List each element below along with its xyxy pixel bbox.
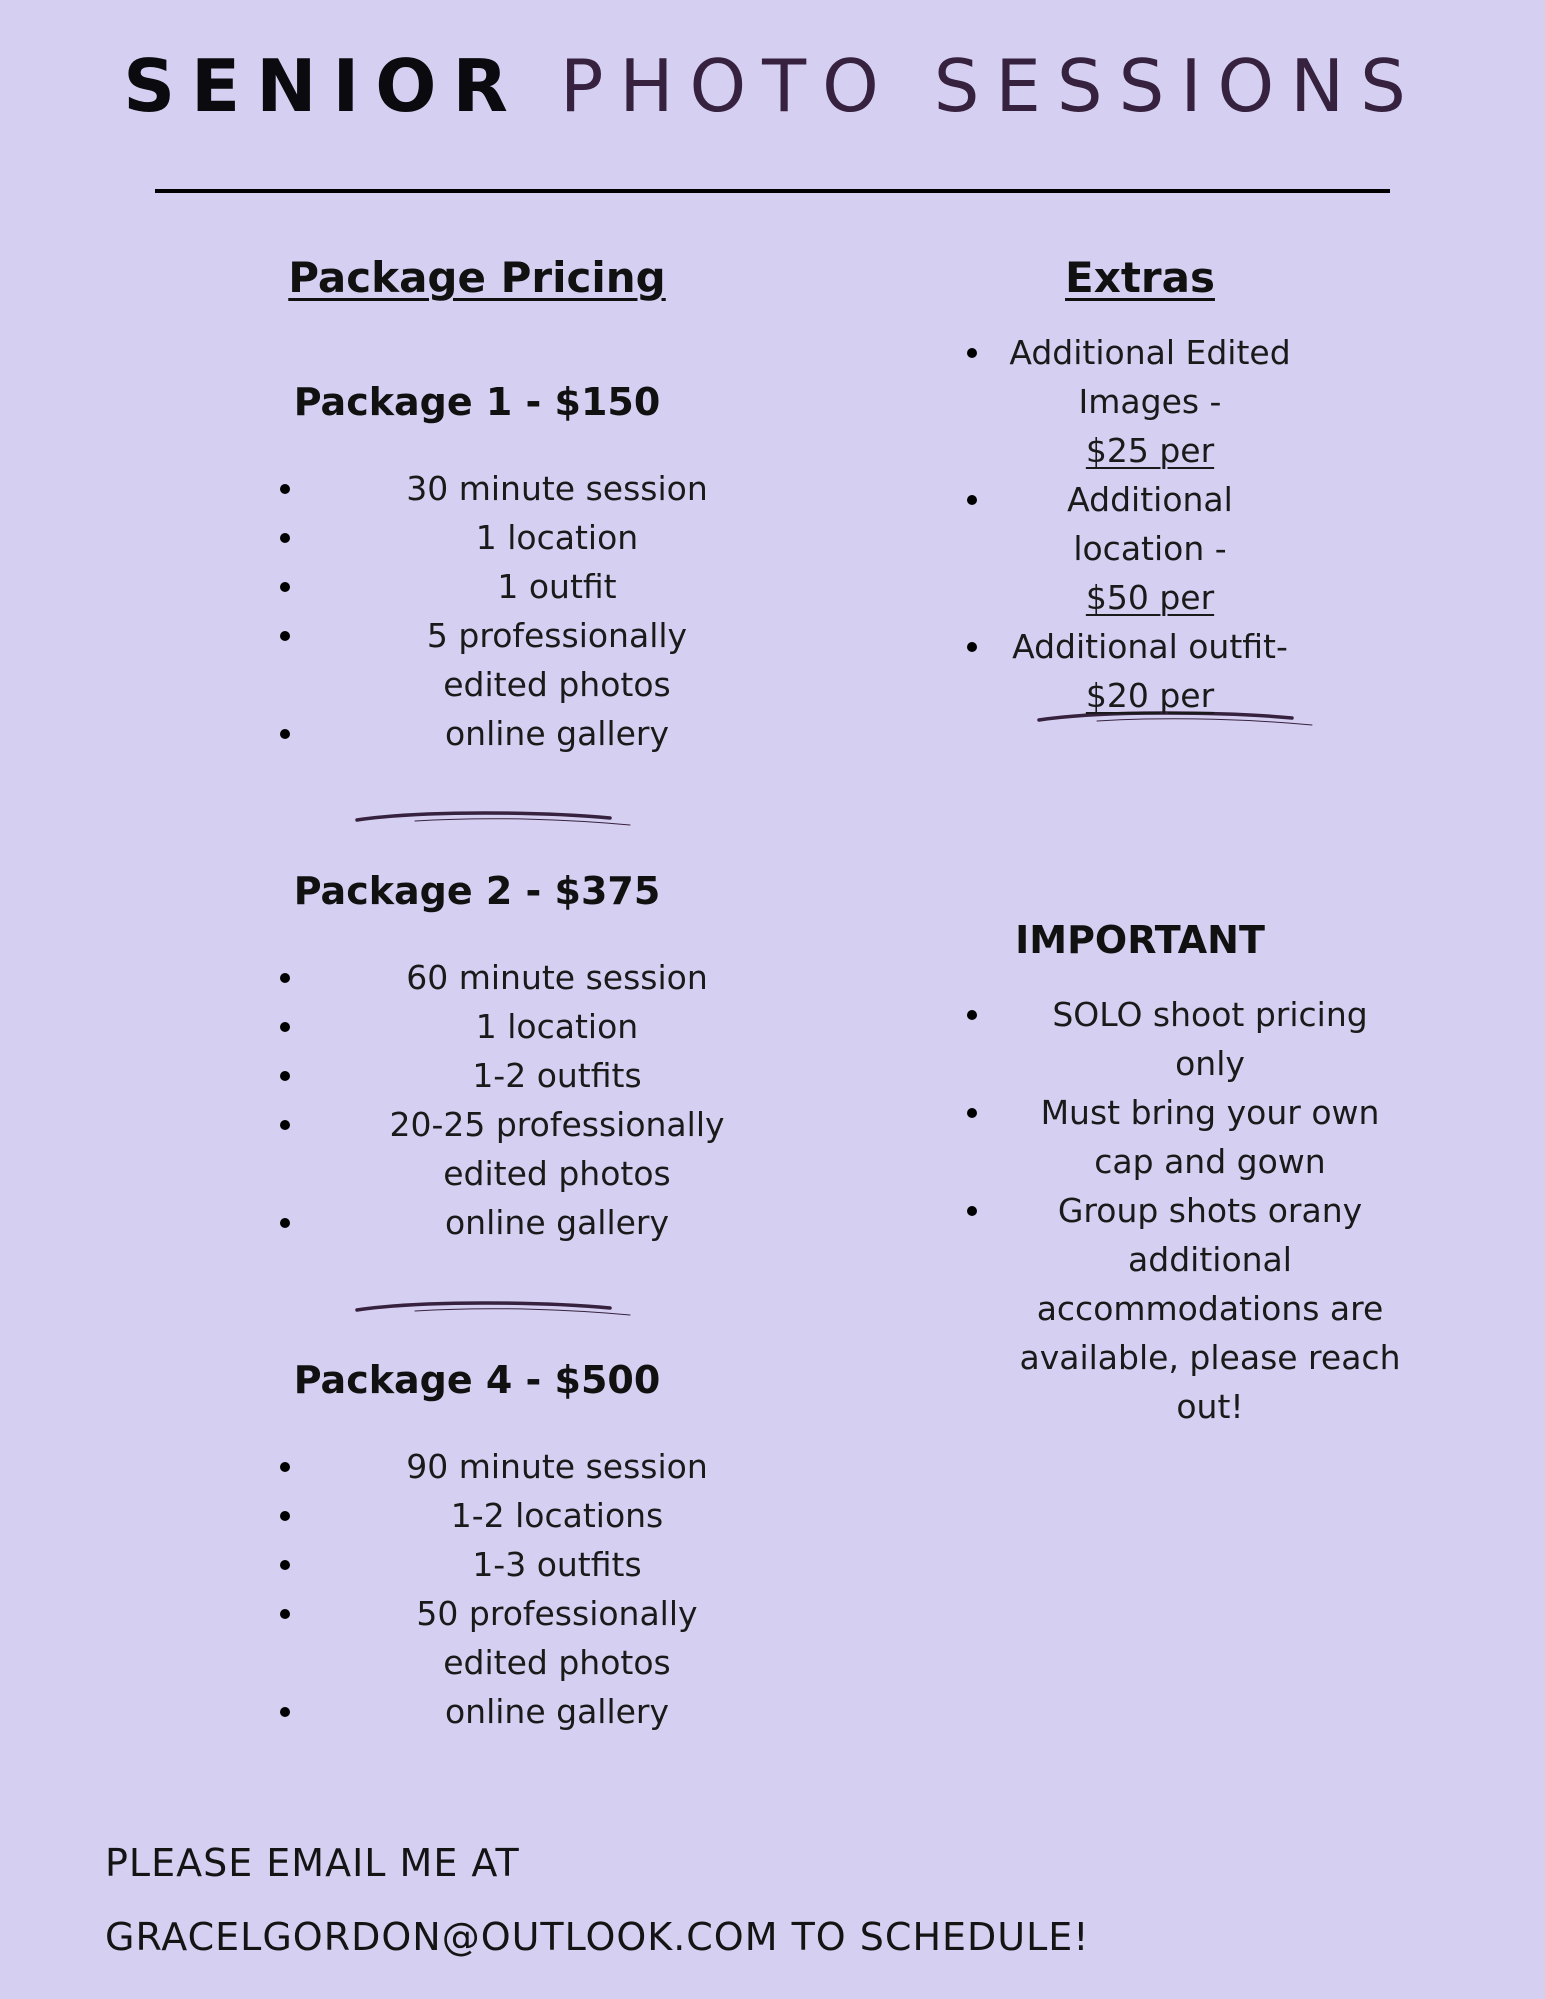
brush-stroke-divider bbox=[355, 1298, 635, 1320]
important-list bbox=[925, 990, 1430, 1431]
bullet-icon bbox=[280, 1609, 290, 1619]
bullet-icon bbox=[967, 495, 977, 505]
list-item: online gallery bbox=[232, 1687, 722, 1736]
list-item: online gallery bbox=[232, 1198, 722, 1247]
package-1 bbox=[232, 372, 722, 758]
bullet-icon bbox=[280, 533, 290, 543]
bullet-icon bbox=[967, 1108, 977, 1118]
important-section bbox=[925, 910, 1430, 1431]
bullet-icon bbox=[280, 1218, 290, 1228]
bullet-icon bbox=[967, 642, 977, 652]
list-item: 1 outfit bbox=[232, 562, 722, 611]
package-4 bbox=[232, 1350, 722, 1736]
list-item: 1-2 outfits bbox=[232, 1051, 722, 1100]
important-heading: IMPORTANT bbox=[1015, 918, 1265, 962]
bullet-icon bbox=[280, 1120, 290, 1130]
list-item: Additional Edited Images -$25 per bbox=[925, 328, 1295, 475]
bullet-icon bbox=[280, 484, 290, 494]
footer-line-1: PLEASE EMAIL ME AT bbox=[105, 1841, 520, 1885]
title-word-photo-sessions: PHOTO SESSIONS bbox=[559, 44, 1422, 128]
bullet-icon bbox=[280, 729, 290, 739]
bullet-icon bbox=[967, 1206, 977, 1216]
package-1-title: Package 1 - $150 bbox=[293, 380, 661, 424]
page-title bbox=[0, 44, 1545, 128]
bullet-icon bbox=[280, 582, 290, 592]
list-item: 20-25 professionally edited photos bbox=[232, 1100, 722, 1198]
package-pricing-section bbox=[232, 248, 725, 1736]
bullet-icon bbox=[280, 1071, 290, 1081]
list-item: 1-2 locations bbox=[232, 1491, 722, 1540]
contact-footer bbox=[105, 1826, 1090, 1974]
package-2-list bbox=[232, 953, 725, 1247]
bullet-icon bbox=[280, 1707, 290, 1717]
list-item: Additional outfit-$20 per bbox=[925, 622, 1295, 720]
list-item: Additional location -$50 per bbox=[925, 475, 1295, 622]
package-4-list bbox=[232, 1442, 722, 1736]
bullet-icon bbox=[280, 1022, 290, 1032]
list-item: Group shots orany additional accommodations are available, please reach out! bbox=[925, 1186, 1415, 1431]
extras-list bbox=[925, 328, 1430, 720]
bullet-icon bbox=[280, 1560, 290, 1570]
package-1-list bbox=[232, 464, 722, 758]
list-item: 50 professionally edited photos bbox=[232, 1589, 722, 1687]
extras-heading: Extras bbox=[1065, 253, 1215, 302]
extras-section bbox=[925, 248, 1430, 720]
package-2-title: Package 2 - $375 bbox=[293, 869, 661, 913]
brush-stroke-divider bbox=[355, 808, 635, 830]
bullet-icon bbox=[967, 348, 977, 358]
package-2 bbox=[232, 861, 725, 1247]
bullet-icon bbox=[280, 1462, 290, 1472]
list-item: 90 minute session bbox=[232, 1442, 722, 1491]
title-word-senior: SENIOR bbox=[123, 44, 524, 128]
package-pricing-heading: Package Pricing bbox=[288, 253, 666, 302]
list-item: 1 location bbox=[232, 513, 722, 562]
list-item: 60 minute session bbox=[232, 953, 722, 1002]
list-item: SOLO shoot pricing only bbox=[925, 990, 1415, 1088]
bullet-icon bbox=[280, 1511, 290, 1521]
list-item: Must bring your own cap and gown bbox=[925, 1088, 1415, 1186]
bullet-icon bbox=[280, 631, 290, 641]
package-4-title: Package 4 - $500 bbox=[293, 1358, 661, 1402]
list-item: 1-3 outfits bbox=[232, 1540, 722, 1589]
list-item: 1 location bbox=[232, 1002, 722, 1051]
footer-email-line: GRACELGORDON@OUTLOOK.COM TO SCHEDULE! bbox=[105, 1915, 1090, 1959]
title-divider bbox=[155, 189, 1390, 193]
list-item: 5 professionally edited photos bbox=[232, 611, 722, 709]
list-item: online gallery bbox=[232, 709, 722, 758]
bullet-icon bbox=[280, 973, 290, 983]
bullet-icon bbox=[967, 1010, 977, 1020]
list-item: 30 minute session bbox=[232, 464, 722, 513]
